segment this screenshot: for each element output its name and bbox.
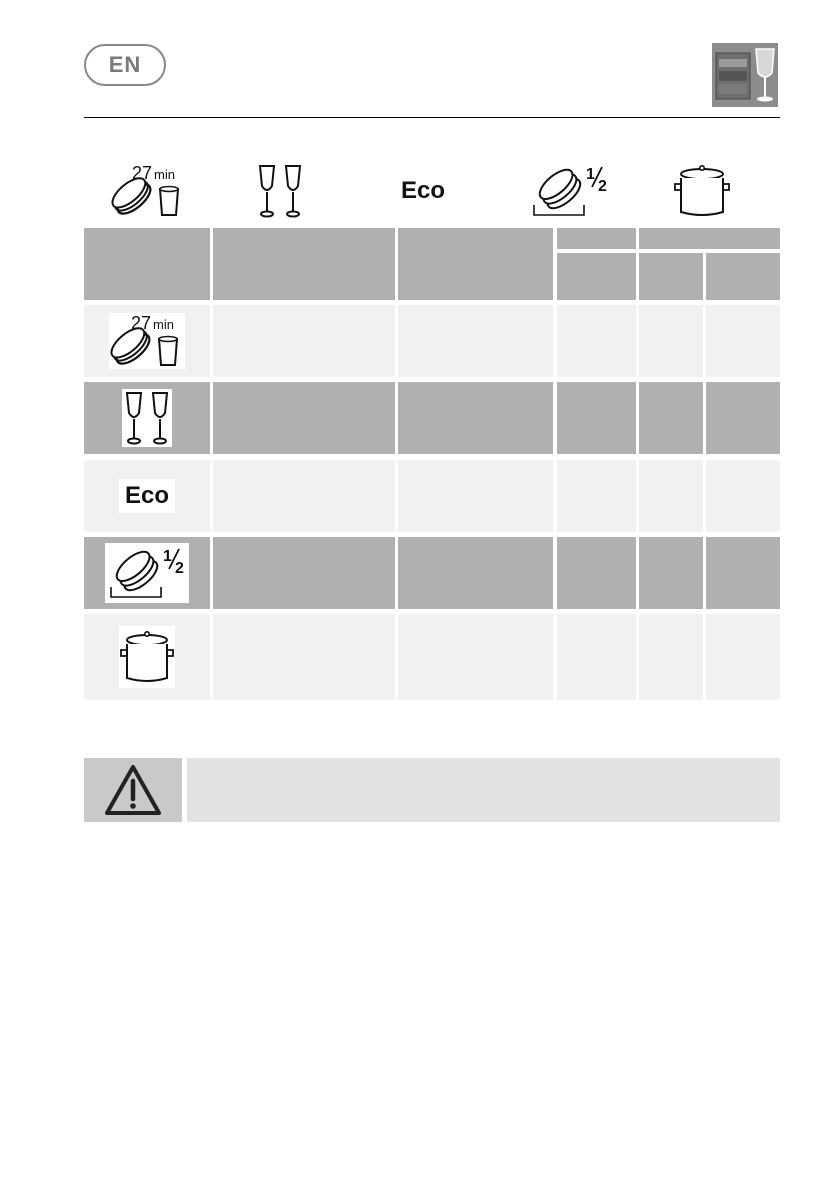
glasses-icon (122, 389, 172, 447)
table-cell (398, 382, 553, 454)
warning-message-area (187, 758, 780, 822)
table-header-group-1 (557, 228, 636, 249)
table-header-program (84, 228, 210, 300)
table-header-sub-3 (706, 253, 780, 300)
table-cell (706, 305, 780, 377)
svg-text:min: min (154, 167, 175, 182)
table-cell (213, 537, 395, 609)
table-cell (706, 537, 780, 609)
table-cell (639, 537, 703, 609)
warning-icon-box (84, 758, 182, 822)
half-load-icon (105, 543, 189, 603)
table-header-col-3 (398, 228, 553, 300)
svg-text:2: 2 (175, 560, 184, 577)
language-badge (84, 44, 166, 86)
table-row-half-load (84, 537, 210, 609)
table-cell (639, 460, 703, 532)
svg-text:1: 1 (163, 548, 172, 565)
eco-icon: Eco (400, 177, 445, 204)
program-glasses (252, 160, 308, 222)
table-cell (213, 382, 395, 454)
table-cell (557, 460, 636, 532)
table-cell (213, 614, 395, 700)
program-half-load (528, 160, 612, 222)
svg-text:1: 1 (586, 166, 595, 183)
program-intensive (672, 160, 732, 222)
half-load-icon (528, 161, 612, 221)
table-cell (398, 537, 553, 609)
table-row-glasses (84, 382, 210, 454)
eco-icon: Eco (119, 479, 175, 513)
svg-text:27: 27 (132, 163, 153, 183)
table-cell (398, 460, 553, 532)
table-cell (557, 537, 636, 609)
table-cell (557, 382, 636, 454)
table-cell (639, 382, 703, 454)
table-header-group-2 (639, 228, 780, 249)
table-cell (557, 305, 636, 377)
program-eco (390, 160, 456, 222)
table-cell (639, 305, 703, 377)
language-code: EN (108, 52, 142, 77)
table-cell (706, 614, 780, 700)
table-cell (398, 614, 553, 700)
table-cell (706, 382, 780, 454)
table-cell (706, 460, 780, 532)
quick-27min-icon (109, 313, 185, 369)
table-header-col-2 (213, 228, 395, 300)
warning-triangle-icon (103, 763, 163, 817)
table-row-eco (84, 460, 210, 532)
table-cell (213, 460, 395, 532)
table-cell (398, 305, 553, 377)
table-cell (639, 614, 703, 700)
table-cell (557, 614, 636, 700)
table-header-sub-2 (639, 253, 703, 300)
program-quick-27min (110, 160, 186, 222)
table-header-sub-1 (557, 253, 636, 300)
table-row-intensive (84, 614, 210, 700)
svg-text:2: 2 (598, 178, 607, 195)
quick-27min-icon (110, 163, 186, 219)
svg-text:min: min (153, 317, 174, 332)
table-cell (213, 305, 395, 377)
svg-text:27: 27 (131, 313, 152, 333)
table-row-quick-27min (84, 305, 210, 377)
dishwasher-glass-icon (712, 43, 778, 107)
glasses-icon (252, 162, 308, 220)
header-divider (84, 117, 780, 118)
pot-icon (119, 626, 175, 688)
pot-icon (672, 164, 732, 218)
